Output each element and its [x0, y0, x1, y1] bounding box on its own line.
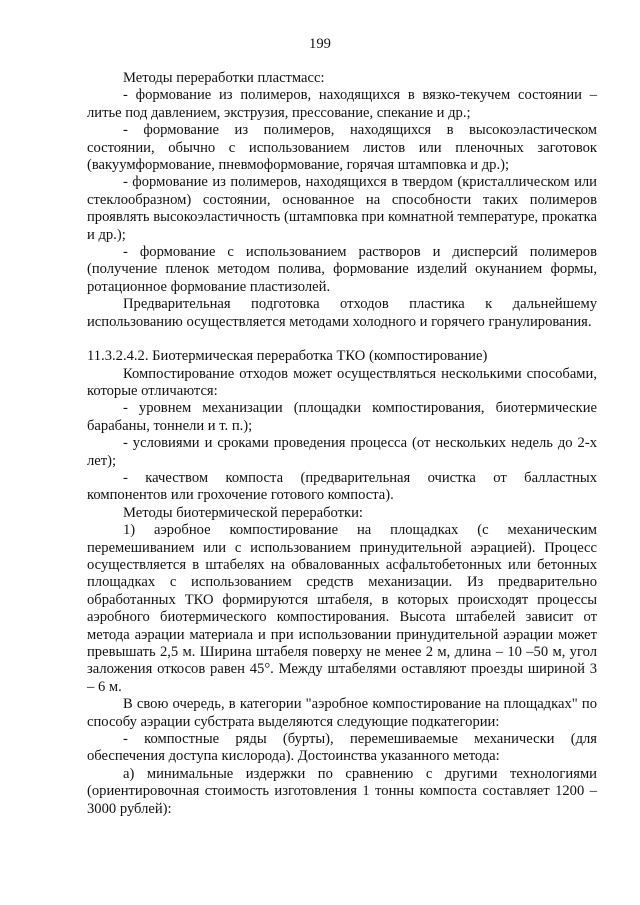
paragraph: а) минимальные издержки по сравнению с другими технологиями (ориентировочная стоимость изготовления 1 тонны компоста составляет 1200 – 3000 рублей):	[87, 765, 597, 817]
paragraph: 1) аэробное компостирование на площадках (с механическим перемешиванием или с использованием принудительной аэрацией). Процесс осуществляется в штабелях на обвалованных асфальтобетонных или бетонных площадках с использованием средств механизации. Из предварительно обработанных ТКО формируются штабеля, в которых происходят процессы аэробного биотермического компостирования. Высота штабелей зависит от метода аэрации материала и при использовании принудительной аэрации может превышать 2,5 м. Ширина штабеля поверху не менее 2 м, длина – 10 –50 м, угол заложения откосов равен 45°. Между штабелями оставляют проезды шириной 3 – 6 м.	[87, 522, 597, 695]
paragraph: Компостирование отходов может осуществляться несколькими способами, которые отличаются:	[87, 365, 597, 399]
page-body	[87, 70, 597, 818]
section-heading: 11.3.2.4.2. Биотермическая переработка ТКО (компостирование)	[87, 348, 488, 365]
paragraph: - условиями и сроками проведения процесса (от нескольких недель до 2-х лет);	[87, 435, 597, 469]
paragraph: Методы биотермической переработки:	[123, 504, 363, 521]
paragraph: - уровнем механизации (площадки компостирования, биотермические барабаны, тоннели и т. п.);	[87, 400, 597, 434]
paragraph: - формование из полимеров, находящихся в твердом (кристаллическом или стеклообразном) состоянии, основанное на способности таких полимеров проявлять высокоэластичность (штамповка при комнатной температуре, прокатка и др.);	[87, 174, 597, 243]
paragraph: - качеством компоста (предварительная очистка от балластных компонентов или грохочение готового компоста).	[87, 469, 597, 504]
paragraph: Методы переработки пластмасс:	[123, 70, 325, 86]
paragraph: В свою очередь, в категории "аэробное компостирование на площадках" по способу аэрации субстрата выделяются следующие подкатегории:	[87, 696, 597, 730]
page-number: 199	[309, 36, 331, 52]
paragraph: Предварительная подготовка отходов пластика к дальнейшему использованию осуществляется методами холодного и горячего гранулирования.	[87, 296, 597, 330]
paragraph: - формование с использованием растворов и дисперсий полимеров (получение пленок методом полива, формование изделий окунанием формы, ротационное формование пластизолей.	[87, 244, 597, 295]
paragraph: - формование из полимеров, находящихся в высокоэластическом состоянии, обычно с использованием листов или пленочных заготовок (вакуумформование, пневмоформование, горячая штамповка и др.);	[87, 122, 597, 174]
paragraph: - компостные ряды (бурты), перемешиваемые механически (для обеспечения доступа кислорода). Достоинства указанного метода:	[87, 731, 597, 765]
paragraph: - формование из полимеров, находящихся в вязко-текучем состоянии – литье под давлением, экструзия, прессование, спекание и др.;	[87, 87, 597, 121]
